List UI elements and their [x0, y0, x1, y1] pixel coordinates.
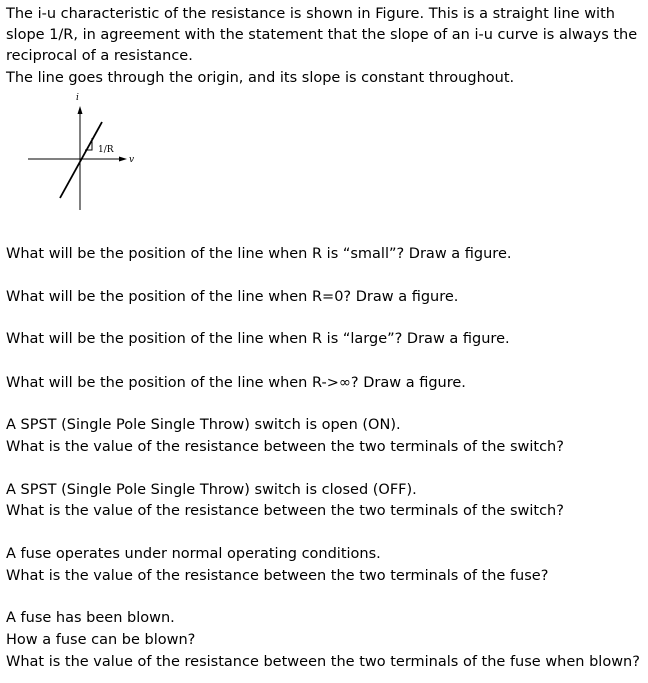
switch-open-statement: A SPST (Single Pole Single Throw) switch is open (ON).: [6, 417, 401, 433]
axis-label-v: v: [129, 155, 135, 165]
fuse-normal-statement: A fuse operates under normal operating conditions.: [6, 546, 381, 562]
i-axis-arrow-icon: [78, 106, 83, 114]
question-infinite-r: What will be the position of the line when R->∞? Draw a figure.: [6, 375, 466, 391]
switch-open-question: What is the value of the resistance between the two terminals of the switch?: [6, 439, 564, 455]
axis-label-i: i: [76, 93, 79, 103]
characteristic-line: [60, 122, 102, 198]
iu-characteristic-figure: [20, 88, 150, 218]
switch-closed-question: What is the value of the resistance between the two terminals of the switch?: [6, 503, 564, 519]
question-small-r: What will be the position of the line when R is “small”? Draw a figure.: [6, 246, 512, 262]
question-zero-r: What will be the position of the line when R=0? Draw a figure.: [6, 289, 459, 305]
intro-line-1: The i-u characteristic of the resistance is shown in Figure. This is a straight line with: [6, 6, 615, 22]
fuse-blown-statement: A fuse has been blown.: [6, 610, 175, 626]
slope-label: 1/R: [98, 145, 114, 155]
intro-line-4: The line goes through the origin, and its slope is constant throughout.: [6, 70, 515, 86]
fuse-normal-question: What is the value of the resistance between the two terminals of the fuse?: [6, 568, 549, 584]
question-large-r: What will be the position of the line when R is “large”? Draw a figure.: [6, 331, 510, 347]
fuse-blown-resistance-question: What is the value of the resistance between the two terminals of the fuse when blown?: [6, 654, 640, 670]
intro-line-2: slope 1/R, in agreement with the statement that the slope of an i-u curve is always the: [6, 27, 638, 43]
fuse-blown-how-question: How a fuse can be blown?: [6, 632, 196, 648]
switch-closed-statement: A SPST (Single Pole Single Throw) switch is closed (OFF).: [6, 482, 417, 498]
v-axis-arrow-icon: [119, 157, 127, 162]
intro-line-3: reciprocal of a resistance.: [6, 48, 193, 64]
